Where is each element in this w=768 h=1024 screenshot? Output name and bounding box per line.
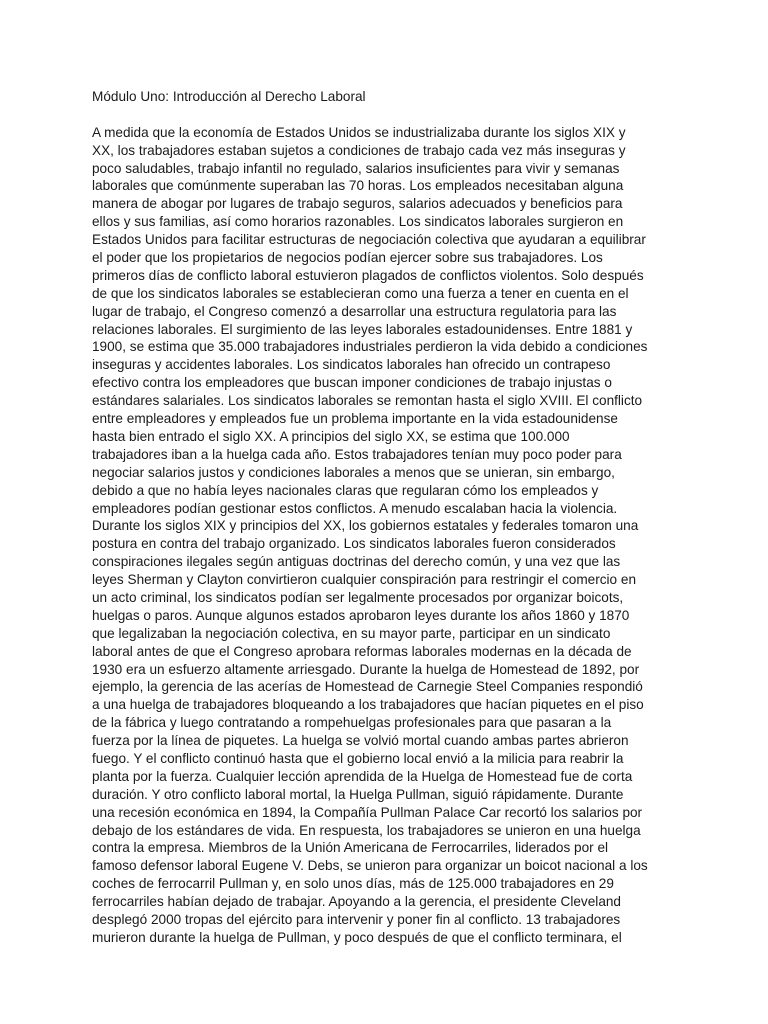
body-line: que legalizaban la negociación colectiva, en su mayor parte, participar en un sindicato (92, 625, 611, 641)
body-line: fuerza por la línea de piquetes. La huelga se volvió mortal cuando ambas partes abrieron (92, 733, 629, 749)
body-line: Durante los siglos XIX y principios del XX, los gobiernos estatales y federales tomaron una (92, 518, 639, 534)
body-line: negociar salarios justos y condiciones laborales a menos que se unieran, sin embargo, (92, 464, 615, 480)
body-line: ellos y sus familias, así como horarios razonables. Los sindicatos laborales surgieron en (92, 214, 624, 230)
body-line: a una huelga de trabajadores bloqueando a los trabajadores que hacían piquetes en el piso (92, 697, 644, 713)
body-line: A medida que la economía de Estados Unidos se industrializaba durante los siglos XIX y (92, 124, 626, 140)
body-line: famoso defensor laboral Eugene V. Debs, se unieron para organizar un boicot nacional a los (92, 858, 648, 874)
body-line: desplegó 2000 tropas del ejército para intervenir y poner fin al conflicto. 13 trabajadores (92, 911, 621, 927)
body-line: leyes Sherman y Clayton convirtieron cualquier conspiración para restringir el comercio en (92, 572, 637, 588)
body-line: estándares salariales. Los sindicatos laborales se remontan hasta el siglo XVIII. El conflicto (92, 393, 643, 409)
body-line: debajo de los estándares de vida. En respuesta, los trabajadores se unieron en una huelga (92, 822, 641, 838)
body-line: un acto criminal, los sindicatos podían ser legalmente procesados por organizar boicots, (92, 589, 624, 605)
body-line: hasta bien entrado el siglo XX. A principios del siglo XX, se estima que 100.000 (92, 428, 570, 444)
body-line: trabajadores iban a la huelga cada año. Estos trabajadores tenían muy poco poder para (92, 446, 622, 462)
body-line: de la fábrica y luego contratando a rompehuelgas profesionales para que pasaran a la (92, 715, 612, 731)
body-line: el poder que los propietarios de negocios podían ejercer sobre sus trabajadores. Los (92, 250, 603, 266)
body-line: laborales que comúnmente superaban las 70 horas. Los empleados necesitaban alguna (92, 178, 624, 194)
body-line: una recesión económica en 1894, la Compañía Pullman Palace Car recortó los salarios por (92, 804, 643, 820)
body-line: relaciones laborales. El surgimiento de las leyes laborales estadounidenses. Entre 1881 y (92, 321, 633, 337)
document-body (92, 124, 682, 947)
body-line: 1930 era un esfuerzo altamente arriesgado. Durante la huelga de Homestead de 1892, por (92, 661, 640, 677)
body-line: debido a que no había leyes nacionales claras que regularan cómo los empleados y (92, 482, 599, 498)
body-line: murieron durante la huelga de Pullman, y poco después de que el conflicto terminara, el (92, 929, 622, 945)
document-content (92, 88, 682, 947)
body-line: ejemplo, la gerencia de las acerías de Homestead de Carnegie Steel Companies respondió (92, 679, 643, 695)
body-line: entre empleadores y empleados fue un problema importante en la vida estadounidense (92, 411, 618, 427)
body-line: conspiraciones ilegales según antiguas doctrinas del derecho común, y una vez que las (92, 554, 621, 570)
body-line: planta por la fuerza. Cualquier lección aprendida de la Huelga de Homestead fue de corta (92, 768, 633, 784)
body-line: ferrocarriles habían dejado de trabajar. Apoyando a la gerencia, el presidente Cleveland (92, 894, 621, 910)
body-line: empleadores podían gestionar estos conflictos. A menudo escalaban hacia la violencia. (92, 500, 618, 516)
body-line: XX, los trabajadores estaban sujetos a condiciones de trabajo cada vez más inseguras y (92, 142, 626, 158)
body-line: de que los sindicatos laborales se establecieran como una fuerza a tener en cuenta en el (92, 285, 629, 301)
body-line: huelgas o paros. Aunque algunos estados aprobaron leyes durante los años 1860 y 1870 (92, 607, 630, 623)
body-line: efectivo contra los empleadores que buscan imponer condiciones de trabajo injustas o (92, 375, 612, 391)
body-line: fuego. Y el conflicto continuó hasta que el gobierno local envió a la milicia para reabrir la (92, 750, 624, 766)
body-line: 1900, se estima que 35.000 trabajadores industriales perdieron la vida debido a condiciones (92, 339, 648, 355)
body-line: Estados Unidos para facilitar estructuras de negociación colectiva que ayudaran a equilibrar (92, 232, 646, 248)
body-line: contra la empresa. Miembros de la Unión Americana de Ferrocarriles, liderados por el (92, 840, 609, 856)
body-line: lugar de trabajo, el Congreso comenzó a desarrollar una estructura regulatoria para las (92, 303, 617, 319)
body-line: poco saludables, trabajo infantil no regulado, salarios insuficientes para vivir y semanas (92, 160, 620, 176)
body-line: postura en contra del trabajo organizado. Los sindicatos laborales fueron considerados (92, 536, 616, 552)
body-line: coches de ferrocarril Pullman y, en solo unos días, más de 125.000 trabajadores en 29 (92, 876, 614, 892)
body-line: primeros días de conflicto laboral estuvieron plagados de conflictos violentos. Solo después (92, 267, 644, 283)
body-line: duración. Y otro conflicto laboral mortal, la Huelga Pullman, siguió rápidamente. Durante (92, 786, 624, 802)
document-title: Módulo Uno: Introducción al Derecho Laboral (92, 89, 366, 104)
body-line: manera de abogar por lugares de trabajo seguros, salarios adecuados y beneficios para (92, 196, 623, 212)
body-line: laboral antes de que el Congreso aprobara reformas laborales modernas en la década de (92, 643, 632, 659)
body-line: inseguras y accidentes laborales. Los sindicatos laborales han ofrecido un contrapeso (92, 357, 611, 373)
